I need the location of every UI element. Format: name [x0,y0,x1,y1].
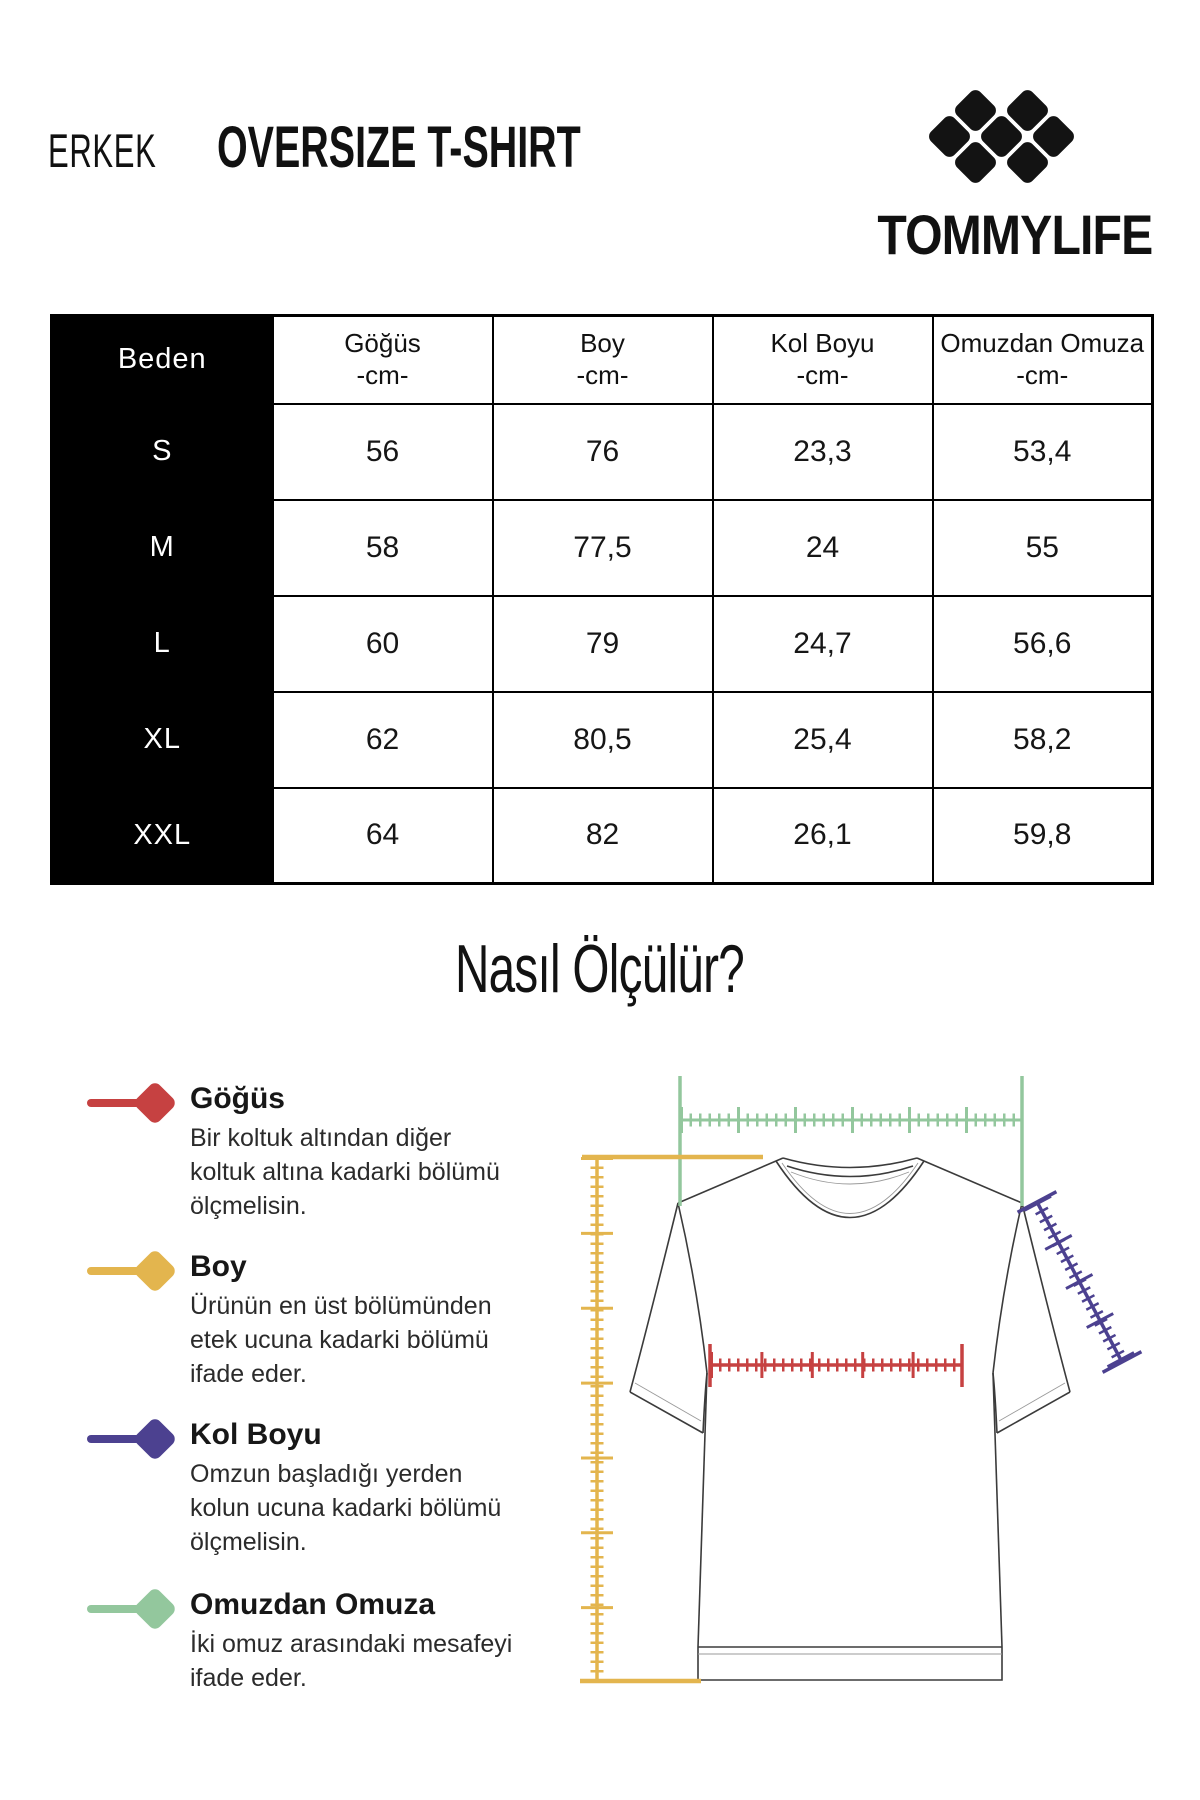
tshirt-outline [630,1158,1070,1680]
column-header-beden [52,316,273,404]
chest-ruler-red [710,1344,962,1387]
column-unit: -cm- [356,359,409,390]
column-label: Boy [580,328,625,359]
omuzdan-omuza-diamond-icon [85,1588,190,1632]
legend-name: Kol Boyu [190,1418,322,1451]
column-label: Beden [117,343,207,376]
shoulder-ruler-green [680,1076,1022,1206]
sleeve-ruler-purple [1018,1192,1142,1373]
category-label: ERKEK [48,124,157,177]
legend-item-boy [85,1250,520,1391]
brand-header-left [48,112,752,181]
tshirt-measurement-diagram [520,1040,1150,1700]
column-label: Omuzdan Omuza [940,328,1145,359]
size-table [50,314,1154,885]
how-to-measure-section [0,930,1200,1008]
table-cell: 64 [273,788,493,884]
size-label: L [52,596,273,692]
column-label: Göğüs [344,328,421,359]
legend-text [190,1418,520,1559]
table-cell: 23,3 [713,404,933,500]
red-diamond-icon [132,1080,177,1125]
table-row-l [52,596,1153,692]
table-cell: 80,5 [493,692,713,788]
length-ruler-yellow [580,1157,763,1681]
table-cell: 55 [933,500,1153,596]
table-cell: 24 [713,500,933,596]
column-unit: -cm- [1016,359,1069,390]
purple-diamond-icon [132,1416,177,1461]
table-cell: 53,4 [933,404,1153,500]
table-cell: 26,1 [713,788,933,884]
table-cell: 24,7 [713,596,933,692]
legend-text [190,1250,520,1391]
legend-description: İki omuz arasındaki mesafeyi ifade eder. [190,1630,513,1692]
legend-item-kol-boyu [85,1418,520,1559]
legend-name: Omuzdan Omuza [190,1588,436,1621]
column-unit: -cm- [796,359,849,390]
table-row-s [52,404,1153,500]
column-header-boy [493,316,713,404]
table-cell: 76 [493,404,713,500]
table-cell: 58,2 [933,692,1153,788]
how-to-measure-title: Nasıl Ölçülür? [455,931,745,1007]
legend-text [190,1082,520,1223]
legend-description: Bir koltuk altından diğer koltuk altına kadarki bölümü ölçmelisin. [190,1124,500,1220]
size-label: XXL [52,788,273,884]
green-diamond-icon [132,1586,177,1631]
table-cell: 56 [273,404,493,500]
yellow-diamond-icon [132,1248,177,1293]
table-cell: 62 [273,692,493,788]
size-label: XL [52,692,273,788]
column-header-omuzdan-omuza [933,316,1153,404]
brand-wordmark: TOMMYLIFE [877,203,1153,266]
legend-name: Göğüs [190,1082,285,1115]
column-header-gogus [273,316,493,404]
brand-logo-diamonds-icon [900,88,1100,196]
size-label: M [52,500,273,596]
table-cell: 82 [493,788,713,884]
kol-boyu-diamond-icon [85,1418,190,1462]
legend-name: Boy [190,1250,247,1283]
column-unit: -cm- [576,359,629,390]
legend-text [190,1588,520,1696]
brand-header-right [855,88,1153,267]
legend-item-omuzdan-omuza [85,1588,520,1696]
table-cell: 25,4 [713,692,933,788]
boy-diamond-icon [85,1250,190,1294]
column-header-kol-boyu [713,316,933,404]
legend-item-gogus [85,1082,520,1223]
table-cell: 77,5 [493,500,713,596]
legend-description: Ürünün en üst bölümünden etek ucuna kadarki bölümü ifade eder. [190,1292,492,1388]
size-table-header-row [52,316,1153,404]
table-cell: 60 [273,596,493,692]
table-cell: 79 [493,596,713,692]
legend-description: Omzun başladığı yerden kolun ucuna kadarki bölümü ölçmelisin. [190,1460,502,1556]
table-cell: 59,8 [933,788,1153,884]
size-label: S [52,404,273,500]
table-row-xl [52,692,1153,788]
column-label: Kol Boyu [770,328,875,359]
product-title: OVERSIZE T-SHIRT [216,115,581,180]
table-row-xxl [52,788,1153,884]
table-cell: 58 [273,500,493,596]
table-cell: 56,6 [933,596,1153,692]
table-row-m [52,500,1153,596]
gogus-diamond-icon [85,1082,190,1126]
